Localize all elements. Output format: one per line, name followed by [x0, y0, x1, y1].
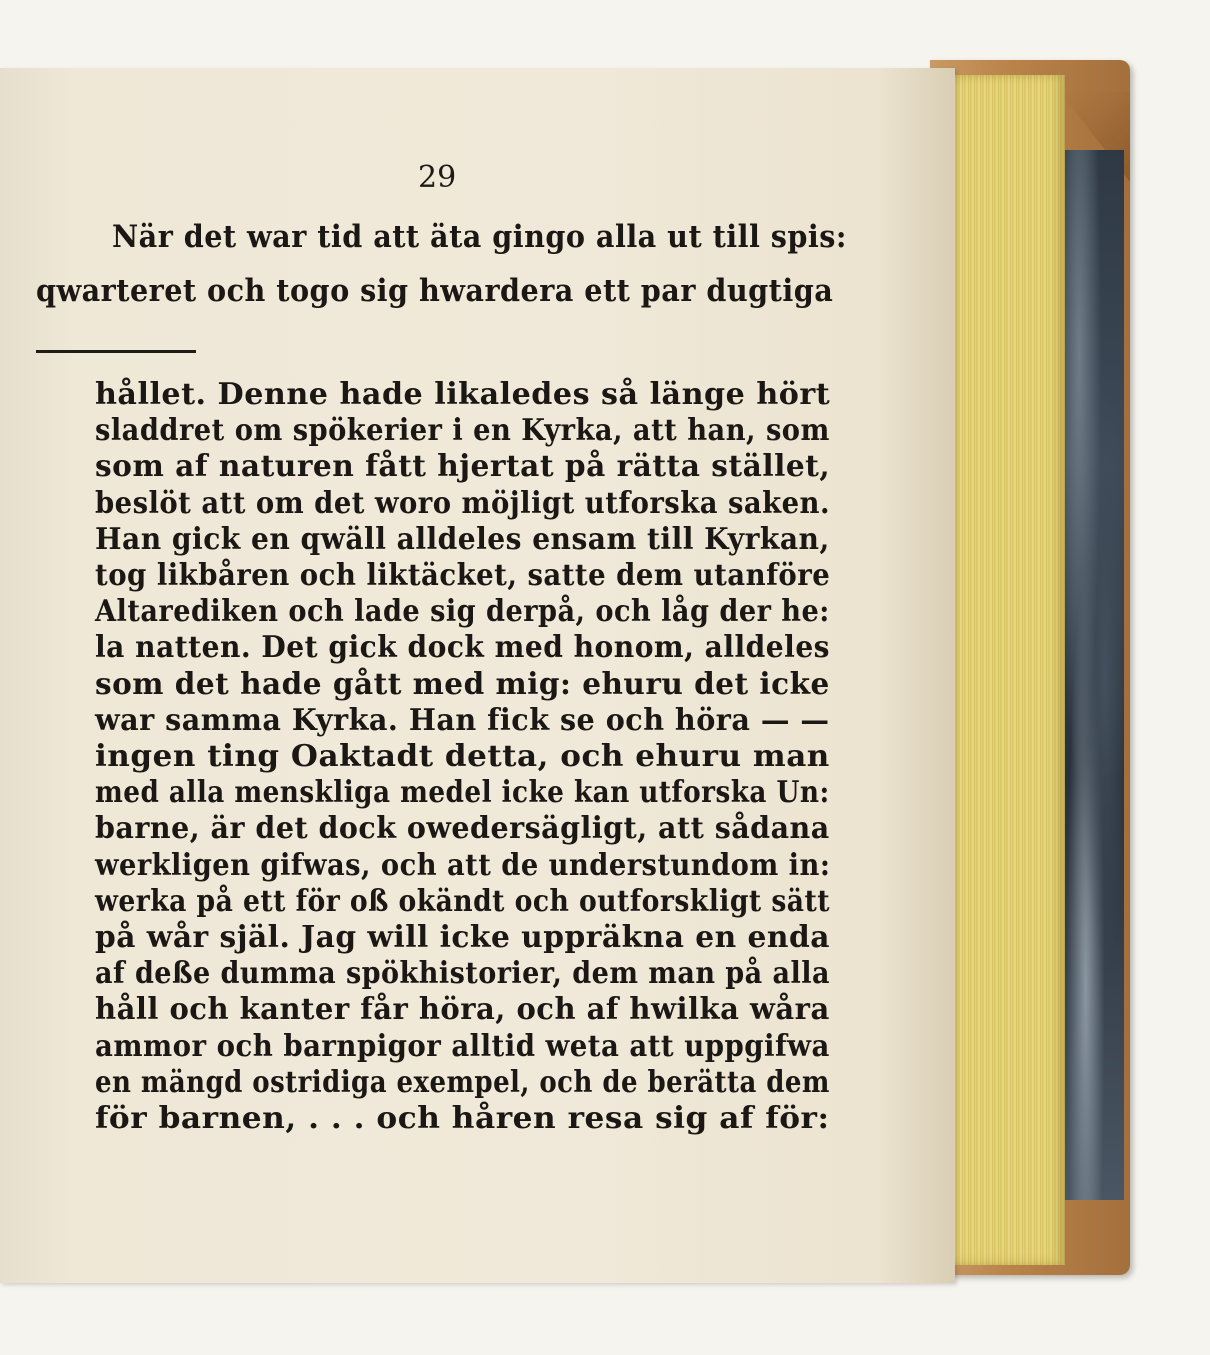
section-rule — [36, 350, 196, 353]
text-line: tog likbåren och liktäcket, satte dem utanföre — [95, 558, 831, 593]
text-line: håll och kanter får höra, och af hwilka wåra — [95, 992, 830, 1027]
text-line: beslöt att om det woro möjligt utforska saken. — [95, 486, 830, 521]
text-line: en mängd ostridiga exempel, och de berätta dem — [95, 1065, 830, 1100]
text-line: När det war tid att äta gingo alla ut till spis: — [112, 219, 847, 255]
text-line: barne, är det dock owedersägligt, att sådana — [95, 811, 830, 846]
text-line: för barnen, . . . och håren resa sig af för: — [95, 1101, 830, 1136]
text-line: med alla menskliga medel icke kan utforska Un: — [95, 775, 830, 810]
text-line: qwarteret och togo sig hwardera ett par dugtiga — [36, 273, 834, 309]
text-line: sladdret om spökerier i en Kyrka, att han, som — [95, 413, 830, 448]
text-line: som af naturen fått hjertat på rätta stället, — [95, 449, 831, 484]
text-line: på wår själ. Jag will icke uppräkna en enda — [95, 920, 830, 955]
gilt-page-edges — [945, 75, 1065, 1265]
text-line: la natten. Det gick dock med honom, alldeles — [95, 630, 830, 665]
text-line: ingen ting Oaktadt detta, och ehuru man — [95, 739, 830, 774]
page-number: 29 — [418, 160, 457, 195]
text-line: ammor och barnpigor alltid weta att uppgifwa — [95, 1029, 830, 1064]
text-line: Han gick en qwäll alldeles ensam till Kyrkan, — [95, 522, 830, 557]
text-line: war samma Kyrka. Han fick se och höra — — — [95, 703, 830, 738]
text-line: hållet. Denne hade likaledes så länge hört — [95, 377, 831, 412]
text-line: Altarediken och lade sig derpå, och låg der he: — [95, 594, 830, 629]
text-line: som det hade gått med mig: ehuru det icke — [95, 667, 830, 702]
text-line: werkligen gifwas, och att de understundom in: — [95, 848, 831, 883]
text-line: af deße dumma spökhistorier, dem man på alla — [95, 956, 830, 991]
marbled-paper-board — [1060, 150, 1124, 1200]
text-line: werka på ett för oß okändt och outforskligt sätt — [95, 884, 830, 919]
